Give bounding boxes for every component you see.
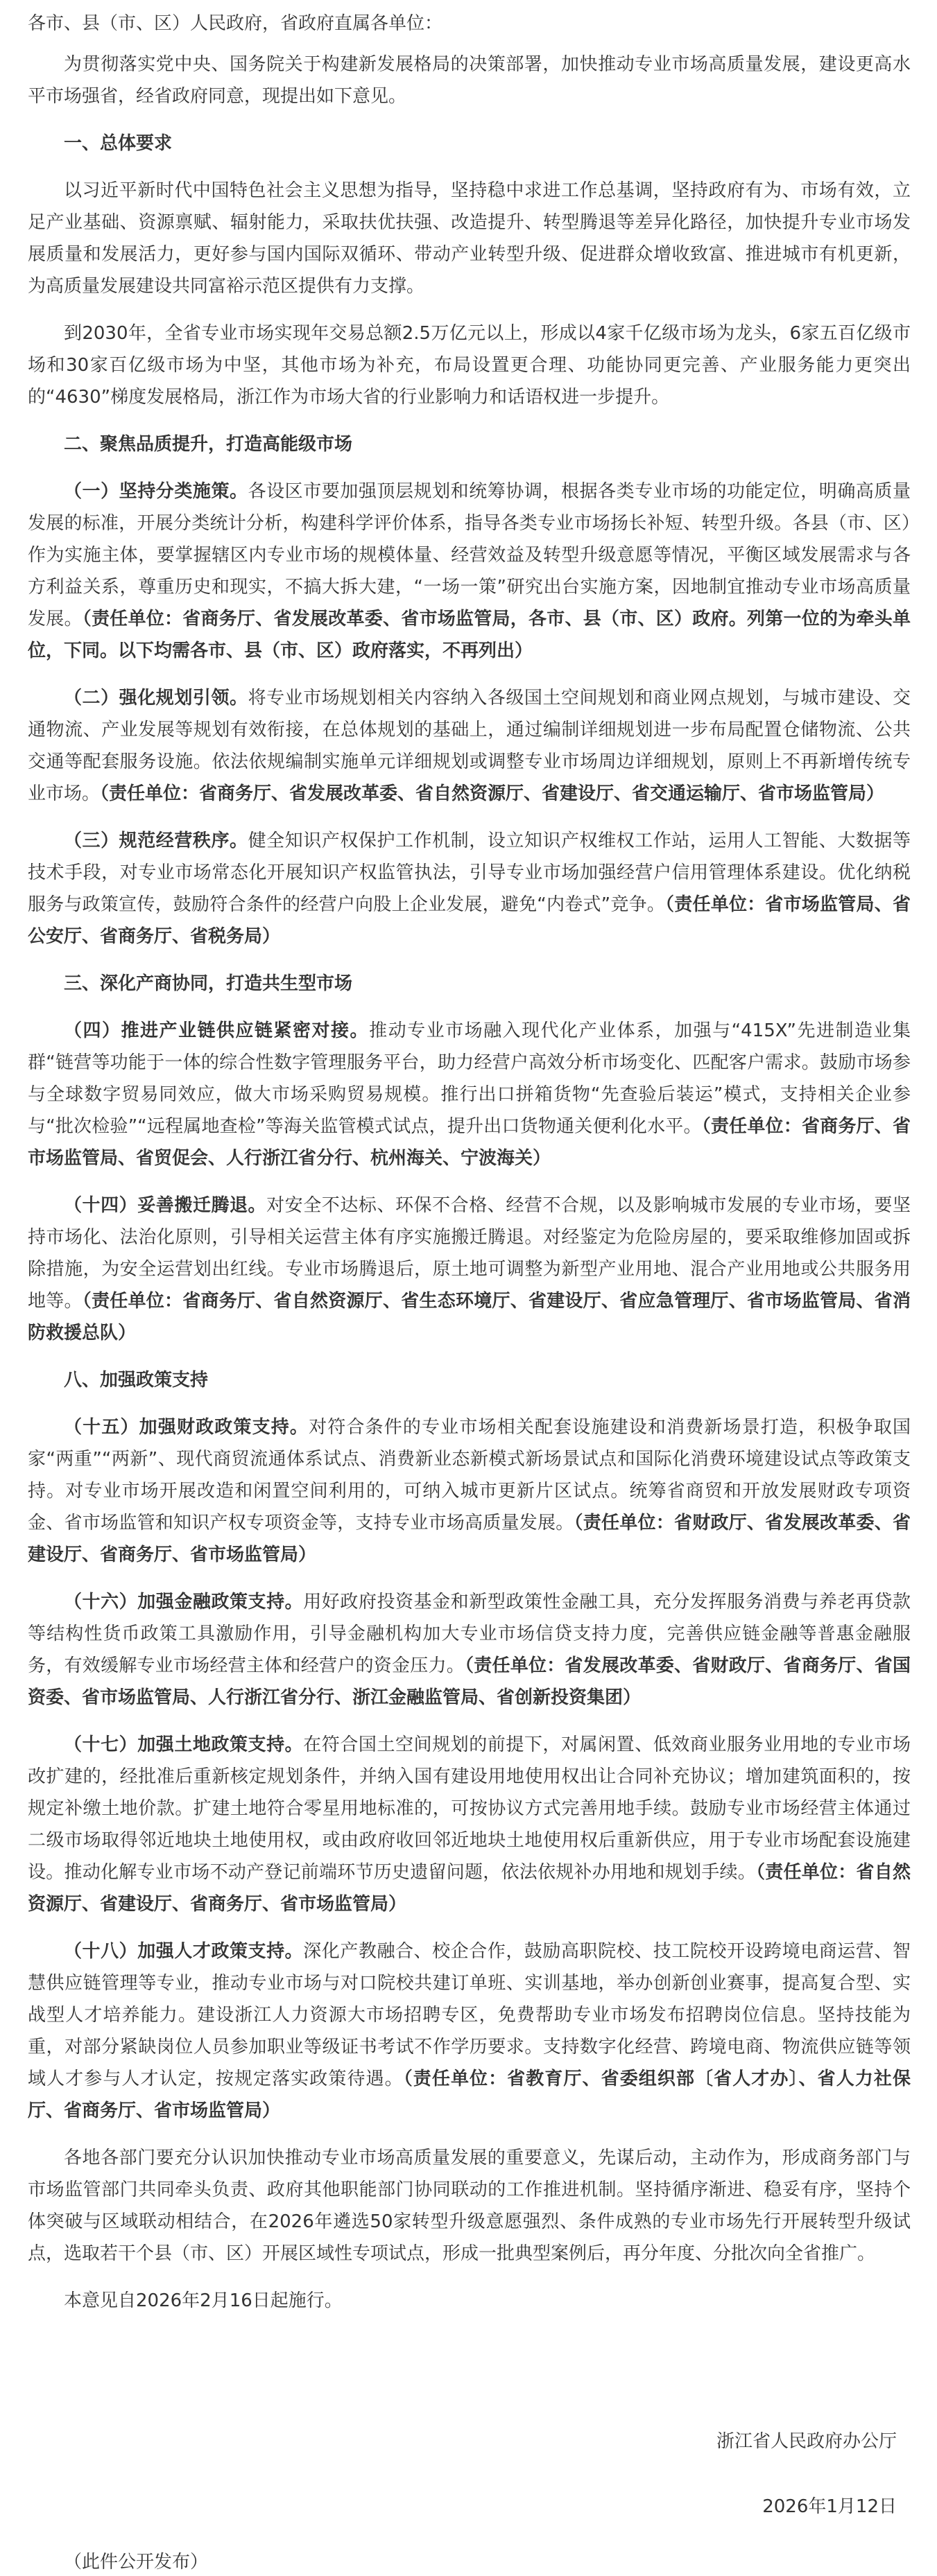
item-1-lead: （一）坚持分类施策。 <box>64 481 248 502</box>
item-16-responsible: （责任单位：省发展改革委、省财政厅、省商务厅、省国资委、省市场监管局、人行浙江省分行、浙江金融监管局、省创新投资集团） <box>28 1655 911 1708</box>
section-heading-1: 一、总体要求 <box>64 133 173 154</box>
intro-paragraph: 为贯彻落实党中央、国务院关于构建新发展格局的决策部署，加快推动专业市场高质量发展，建设更高水平市场强省，经省政府同意，现提出如下意见。 <box>28 54 911 107</box>
item-17-paragraph <box>28 1729 911 1920</box>
item-16-paragraph <box>28 1586 911 1714</box>
item-18-responsible: （责任单位：省教育厅、省委组织部〔省人才办〕、省人力社保厅、省商务厅、省市场监管局） <box>28 2069 911 2121</box>
item-4-paragraph <box>28 1015 911 1174</box>
closing-paragraph: 各地各部门要充分认识加快推动专业市场高质量发展的重要意义，先谋后动，主动作为，形成商务部门与市场监管部门共同牵头负责、政府其他职能部门协同联动的工作推进机制。坚持循序渐进、稳妥有序，坚持个体突破与区域联动相结合，在2026年遴选50家转型升级意愿强烈、条件成熟的专业市场先行开展转型升级试点，选取若干个县（市、区）开展区域性专项试点，形成一批典型案例后，再分年度、分批次向全省推广。 <box>28 2148 911 2264</box>
item-17-responsible: （责任单位：省自然资源厅、省建设厅、省商务厅、省市场监管局） <box>28 1862 911 1915</box>
item-15-body: 对符合条件的专业市场相关配套设施建设和消费新场景打造，积极争取国家“两重”“两新”、现代商贸流通体系试点、消费新业态新模式新场景试点和国际化消费环境建设试点等政策支持。对专业市场开展改造和闲置空间利用的，可纳入城市更新片区试点。统筹省商贸和开放发展财政专项资金、省市场监管和知识产权专项资金等，支持专业市场高质量发展。 <box>28 1417 911 1533</box>
section-1-paragraph-1: 以习近平新时代中国特色社会主义思想为指导，坚持稳中求进工作总基调，坚持政府有为、市场有效，立足产业基础、资源禀赋、辐射能力，采取扶优扶强、改造提升、转型腾退等差异化路径，加快提升专业市场发展质量和发展活力，更好参与国内国际双循环、带动产业转型升级、促进群众增收致富、推进城市有机更新，为高质量发展建设共同富裕示范区提供有力支撑。 <box>28 180 911 297</box>
item-18-lead: （十八）加强人才政策支持。 <box>64 1941 304 1962</box>
item-1-body: 各设区市要加强顶层规划和统筹协调，根据各类专业市场的功能定位，明确高质量发展的标准，开展分类统计分析，构建科学评价体系，指导各类专业市场扬长补短、转型升级。各县（市、区）作为实施主体，要掌握辖区内专业市场的规模体量、经营效益及转型升级意愿等情况，平衡区域发展需求与各方利益关系，尊重历史和现实，不搞大拆大建，“一场一策”研究出台实施方案，因地制宜推动专业市场高质量发展。 <box>28 481 911 629</box>
item-16-lead: （十六）加强金融政策支持。 <box>64 1592 304 1612</box>
signature-block <box>28 2428 911 2521</box>
item-14-body: 对安全不达标、环保不合格、经营不合规，以及影响城市发展的专业市场，要坚持市场化、法治化原则，引导相关运营主体有序实施搬迁腾退。对经鉴定为危险房屋的，要采取维修加固或拆除措施，为安全运营划出红线。专业市场腾退后，原土地可调整为新型产业用地、混合产业用地或公共服务用地等。 <box>28 1195 911 1312</box>
publication-note: （此件公开发布） <box>64 2552 209 2573</box>
item-2-paragraph <box>28 682 911 810</box>
item-3-paragraph <box>28 825 911 952</box>
item-14-responsible: （责任单位：省商务厅、省自然资源厅、省生态环境厅、省建设厅、省应急管理厅、省市场监管局、省消防救援总队） <box>28 1291 911 1343</box>
item-1-paragraph <box>28 476 911 667</box>
item-17-body: 在符合国土空间规划的前提下，对属闲置、低效商业服务业用地的专业市场改扩建的，经批准后重新核定规划条件，并纳入国有建设用地使用权出让合同补充协议；增加建筑面积的，按规定补缴土地价款。扩建土地符合零星用地标准的，可按协议方式完善用地手续。鼓励专业市场经营主体通过二级市场取得邻近地块土地使用权，或由政府收回邻近地块土地使用权后重新供应，用于专业市场配套设施建设。推动化解专业市场不动产登记前端环节历史遗留问题，依法依规补办用地和规划手续。 <box>28 1734 911 1883</box>
item-18-paragraph <box>28 1935 911 2127</box>
section-heading-3: 三、深化产商协同，打造共生型市场 <box>64 973 353 994</box>
item-3-body: 健全知识产权保护工作机制，设立知识产权维权工作站，运用人工智能、大数据等技术手段，对专业市场常态化开展知识产权监管执法，引导专业市场加强经营户信用管理体系建设。优化纳税服务与政策宣传，鼓励符合条件的经营户向股上企业发展，避免“内卷式”竞争。 <box>28 830 911 915</box>
item-2-body: 将专业市场规划相关内容纳入各级国土空间规划和商业网点规划，与城市建设、交通物流、产业发展等规划有效衔接，在总体规划的基础上，通过编制详细规划进一步布局配置仓储物流、公共交通等配套服务设施。依法依规编制实施单元详细规划或调整专业市场周边详细规划，原则上不再新增传统专业市场。 <box>28 688 911 804</box>
item-16-body: 用好政府投资基金和新型政策性金融工具，充分发挥服务消费与养老再贷款等结构性货币政策工具激励作用，引导金融机构加大专业市场信贷支持力度，完善供应链金融等普惠金融服务，有效缓解专业市场经营主体和经营户的资金压力。 <box>28 1592 911 1676</box>
item-2-responsible: （责任单位：省商务厅、省发展改革委、省自然资源厅、省建设厅、省交通运输厅、省市场监管局） <box>100 783 885 804</box>
item-3-responsible: （责任单位：省市场监管局、省公安厅、省商务厅、省税务局） <box>28 894 911 947</box>
item-4-lead: （四）推进产业链供应链紧密对接。 <box>64 1020 370 1041</box>
item-2-lead: （二）强化规划引领。 <box>64 688 248 708</box>
item-14-paragraph <box>28 1190 911 1349</box>
item-3-lead: （三）规范经营秩序。 <box>64 830 248 851</box>
item-1-responsible: （责任单位：省商务厅、省发展改革委、省市场监管局，各市、县（市、区）政府。列第一位的为牵头单位，下同。以下均需各市、县（市、区）政府落实，不再列出） <box>28 609 911 661</box>
effective-date-paragraph: 本意见自2026年2月16日起施行。 <box>64 2290 343 2311</box>
item-18-body: 深化产教融合、校企合作，鼓励高职院校、技工院校开设跨境电商运营、智慧供应链管理等专业，推动专业市场与对口院校共建订单班、实训基地，举办创新创业赛事，提高复合型、实战型人才培养能力。建设浙江人力资源大市场招聘专区，免费帮助专业市场发布招聘岗位信息。坚持技能为重，对部分紧缺岗位人员参加职业等级证书考试不作学历要求。支持数字化经营、跨境电商、物流供应链等领域人才参与人才认定，按规定落实政策待遇。 <box>28 1941 911 2089</box>
section-1-paragraph-2: 到2030年，全省专业市场实现年交易总额2.5万亿元以上，形成以4家千亿级市场为龙头，6家五百亿级市场和30家百亿级市场为中坚，其他市场为补充，布局设置更合理、功能协同更完善、产业服务能力更突出的“4630”梯度发展格局，浙江作为市场大省的行业影响力和话语权进一步提升。 <box>28 323 911 408</box>
issue-date: 2026年1月12日 <box>762 2496 897 2517</box>
issuing-office: 浙江省人民政府办公厅 <box>716 2431 897 2452</box>
item-15-lead: （十五）加强财政政策支持。 <box>64 1417 309 1438</box>
salutation: 各市、县（市、区）人民政府，省政府直属各单位： <box>28 13 443 34</box>
item-14-lead: （十四）妥善搬迁腾退。 <box>64 1195 267 1216</box>
section-heading-2: 二、聚焦品质提升，打造高能级市场 <box>64 434 353 455</box>
section-heading-8: 八、加强政策支持 <box>64 1370 209 1391</box>
item-4-body: 推动专业市场融入现代化产业体系，加强与“415X”先进制造业集群“链营等功能于一体的综合性数字管理服务平台，助力经营户高效分析市场变化、匹配客户需求。鼓励市场参与全球数字贸易同效应，做大市场采购贸易规模。推行出口拼箱货物“先查验后装运”模式，支持相关企业参与“批次检验”“远程属地查检”等海关监管模式试点，提升出口货物通关便利化水平。 <box>28 1020 911 1137</box>
item-17-lead: （十七）加强土地政策支持。 <box>64 1734 304 1755</box>
item-4-responsible: （责任单位：省商务厅、省市场监管局、省贸促会、人行浙江省分行、杭州海关、宁波海关） <box>28 1116 911 1169</box>
item-15-paragraph <box>28 1411 911 1571</box>
item-15-responsible: （责任单位：省财政厅、省发展改革委、省建设厅、省商务厅、省市场监管局） <box>28 1513 911 1565</box>
